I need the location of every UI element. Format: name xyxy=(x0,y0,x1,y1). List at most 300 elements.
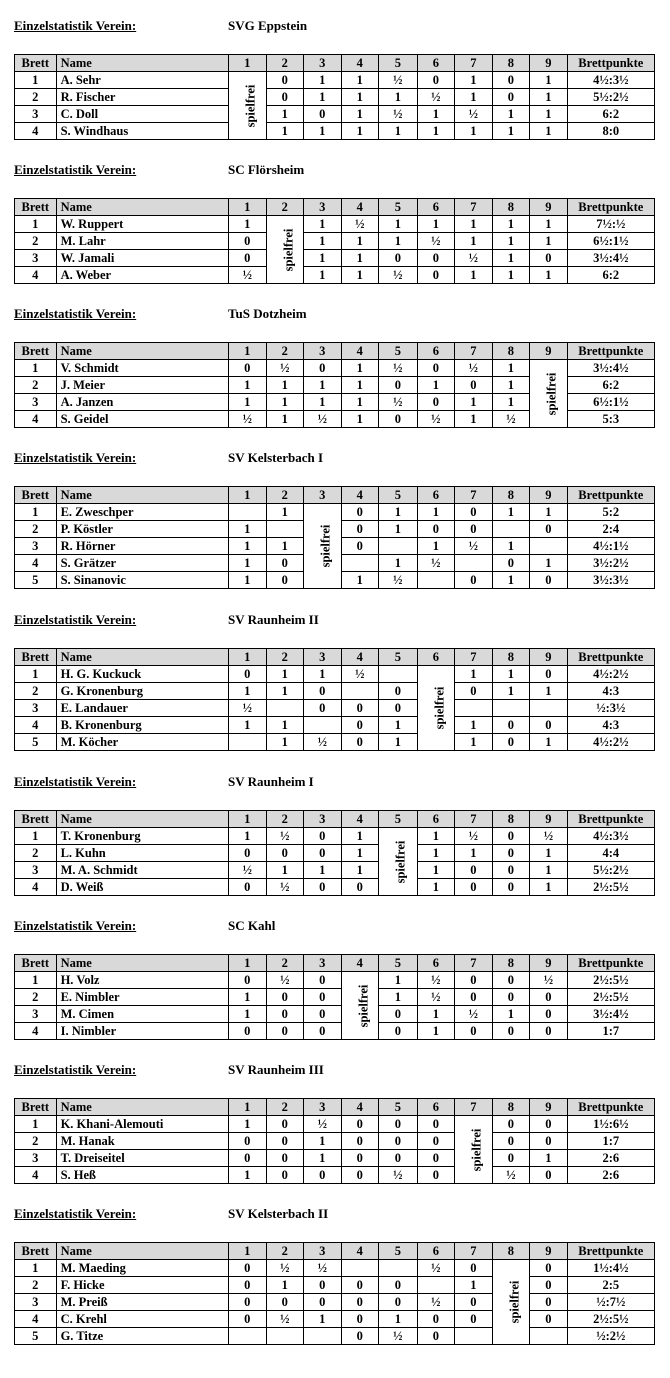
table-header-row xyxy=(15,649,655,666)
result-cell: 1 xyxy=(530,504,568,521)
result-cell: 1 xyxy=(455,123,493,140)
column-header: Brett xyxy=(15,343,57,360)
player-name: T. Kronenburg xyxy=(56,828,228,845)
result-cell: ½ xyxy=(266,879,304,896)
result-cell: 1 xyxy=(304,216,342,233)
result-cell: 1 xyxy=(341,72,379,89)
result-cell: 1 xyxy=(379,233,418,250)
result-cell: 0 xyxy=(341,504,379,521)
team-section xyxy=(14,162,655,282)
board-number: 1 xyxy=(15,360,57,377)
result-cell: 0 xyxy=(229,972,267,989)
result-cell: 1 xyxy=(379,734,418,751)
result-cell: ½ xyxy=(304,1260,342,1277)
column-header: Brett xyxy=(15,811,57,828)
result-cell: 0 xyxy=(266,555,304,572)
player-name: J. Meier xyxy=(56,377,228,394)
bye-cell xyxy=(304,504,342,589)
player-name: M. Cimen xyxy=(56,1006,228,1023)
table-header-row xyxy=(15,1099,655,1116)
result-cell: 1 xyxy=(229,377,267,394)
result-cell: 1 xyxy=(229,572,267,589)
result-cell: 0 xyxy=(492,845,530,862)
board-points: 4:3 xyxy=(567,717,654,734)
result-cell: 0 xyxy=(341,1294,379,1311)
result-cell: 0 xyxy=(492,1150,530,1167)
board-number: 2 xyxy=(15,683,57,700)
column-header: 4 xyxy=(341,1099,379,1116)
heading-label: Einzelstatistik Verein: xyxy=(14,774,137,789)
column-header: 1 xyxy=(229,487,267,504)
result-cell: 1 xyxy=(492,123,530,140)
result-cell: 1 xyxy=(266,106,304,123)
result-cell: 0 xyxy=(455,377,493,394)
result-cell: 0 xyxy=(266,989,304,1006)
board-number: 3 xyxy=(15,250,57,267)
column-header: 8 xyxy=(492,1243,530,1260)
result-cell: 0 xyxy=(379,250,418,267)
result-cell: 1 xyxy=(530,89,568,106)
board-points: 4½:3½ xyxy=(567,72,654,89)
result-cell: 0 xyxy=(266,572,304,589)
result-cell: 1 xyxy=(417,845,455,862)
player-name: T. Dreiseitel xyxy=(56,1150,228,1167)
team-table xyxy=(14,1098,655,1184)
board-points: 4½:2½ xyxy=(567,666,654,683)
result-cell: 0 xyxy=(304,360,342,377)
player-name: S. Sinanovic xyxy=(56,572,228,589)
result-cell: 1 xyxy=(379,504,418,521)
team-table xyxy=(14,486,655,589)
result-cell: 1 xyxy=(379,521,418,538)
board-number: 1 xyxy=(15,828,57,845)
column-header: 9 xyxy=(530,199,568,216)
table-row xyxy=(15,504,655,521)
column-header: Name xyxy=(56,1243,228,1260)
player-name: K. Khani-Alemouti xyxy=(56,1116,228,1133)
result-cell: 0 xyxy=(379,1150,418,1167)
result-cell: ½ xyxy=(492,411,530,428)
result-cell: 0 xyxy=(341,538,379,555)
result-cell xyxy=(530,538,568,555)
board-points: 4½:2½ xyxy=(567,734,654,751)
column-header: Name xyxy=(56,1099,228,1116)
column-header: 2 xyxy=(266,1243,304,1260)
result-cell: 1 xyxy=(341,267,379,284)
result-cell: 0 xyxy=(229,1260,267,1277)
result-cell: 0 xyxy=(379,1294,418,1311)
board-points: 8:0 xyxy=(567,123,654,140)
club-name: TuS Dotzheim xyxy=(228,306,307,321)
result-cell: ½ xyxy=(417,1294,455,1311)
result-cell: 0 xyxy=(266,845,304,862)
column-header: 2 xyxy=(266,811,304,828)
result-cell: 0 xyxy=(530,250,568,267)
result-cell: ½ xyxy=(266,972,304,989)
table-row xyxy=(15,734,655,751)
board-number: 3 xyxy=(15,538,57,555)
player-name: H. G. Kuckuck xyxy=(56,666,228,683)
column-header: 7 xyxy=(455,55,493,72)
result-cell: 1 xyxy=(379,717,418,734)
player-name: S. Grätzer xyxy=(56,555,228,572)
result-cell: 0 xyxy=(379,700,418,717)
result-cell: ½ xyxy=(229,700,267,717)
result-cell: 1 xyxy=(304,250,342,267)
table-row xyxy=(15,700,655,717)
team-section xyxy=(14,18,655,138)
result-cell: ½ xyxy=(229,267,267,284)
result-cell: 1 xyxy=(341,360,379,377)
column-header: 4 xyxy=(341,487,379,504)
column-header: 5 xyxy=(379,199,418,216)
column-header: 3 xyxy=(304,55,342,72)
column-header: 2 xyxy=(266,1099,304,1116)
column-header: Brett xyxy=(15,55,57,72)
result-cell: 1 xyxy=(417,504,455,521)
result-cell: 1 xyxy=(455,233,493,250)
board-number: 4 xyxy=(15,717,57,734)
result-cell: 1 xyxy=(455,845,493,862)
board-number: 4 xyxy=(15,879,57,896)
result-cell: ½ xyxy=(455,828,493,845)
player-name: S. Geidel xyxy=(56,411,228,428)
result-cell: 0 xyxy=(229,250,267,267)
player-name: B. Kronenburg xyxy=(56,717,228,734)
result-cell: 1 xyxy=(379,989,418,1006)
result-cell: 0 xyxy=(266,1294,304,1311)
column-header: 5 xyxy=(379,343,418,360)
result-cell xyxy=(379,538,418,555)
result-cell: 0 xyxy=(304,700,342,717)
column-header: Name xyxy=(56,199,228,216)
heading-label: Einzelstatistik Verein: xyxy=(14,918,137,933)
result-cell: 1 xyxy=(341,845,379,862)
team-section xyxy=(14,612,655,749)
result-cell: 1 xyxy=(455,394,493,411)
result-cell: 0 xyxy=(530,1116,568,1133)
column-header: 8 xyxy=(492,649,530,666)
result-cell: ½ xyxy=(379,106,418,123)
result-cell: 0 xyxy=(455,1260,493,1277)
result-cell xyxy=(455,700,493,717)
bye-label: spielfrei xyxy=(507,1280,522,1324)
board-points: 2:4 xyxy=(567,521,654,538)
column-header: Brett xyxy=(15,955,57,972)
player-name: E. Nimbler xyxy=(56,989,228,1006)
result-cell: 0 xyxy=(530,1277,568,1294)
column-header: 7 xyxy=(455,955,493,972)
result-cell: 1 xyxy=(492,106,530,123)
result-cell: 0 xyxy=(417,1150,455,1167)
table-row xyxy=(15,1277,655,1294)
board-points: 3½:4½ xyxy=(567,1006,654,1023)
team-heading xyxy=(14,774,655,790)
club-name: SVG Eppstein xyxy=(228,18,308,33)
column-header: 9 xyxy=(530,1099,568,1116)
table-header-row xyxy=(15,487,655,504)
result-cell: ½ xyxy=(455,360,493,377)
result-cell: 0 xyxy=(266,89,304,106)
result-cell: 0 xyxy=(530,1260,568,1277)
club-name: SV Raunheim II xyxy=(228,612,319,627)
result-cell: 0 xyxy=(455,989,493,1006)
result-cell: 1 xyxy=(417,123,455,140)
player-name: V. Schmidt xyxy=(56,360,228,377)
column-header: 8 xyxy=(492,955,530,972)
result-cell: 0 xyxy=(455,879,493,896)
column-header: 3 xyxy=(304,487,342,504)
result-cell: 1 xyxy=(379,555,418,572)
result-cell: 0 xyxy=(379,1023,418,1040)
result-cell: ½ xyxy=(455,250,493,267)
column-header: 3 xyxy=(304,811,342,828)
result-cell: 1 xyxy=(341,377,379,394)
bye-label: spielfrei xyxy=(243,84,258,127)
board-number: 3 xyxy=(15,394,57,411)
player-name: G. Kronenburg xyxy=(56,683,228,700)
board-points: 1:7 xyxy=(567,1023,654,1040)
result-cell: 1 xyxy=(530,845,568,862)
board-points: 2½:5½ xyxy=(567,972,654,989)
result-cell: 0 xyxy=(341,879,379,896)
column-header: 2 xyxy=(266,487,304,504)
result-cell: 1 xyxy=(455,1277,493,1294)
result-cell: 0 xyxy=(304,1277,342,1294)
player-name: S. Heß xyxy=(56,1167,228,1184)
team-table xyxy=(14,198,655,284)
result-cell: 0 xyxy=(266,1133,304,1150)
result-cell: 1 xyxy=(266,1277,304,1294)
result-cell: 0 xyxy=(417,521,455,538)
result-cell: ½ xyxy=(417,972,455,989)
result-cell: 1 xyxy=(304,666,342,683)
table-row xyxy=(15,360,655,377)
board-number: 1 xyxy=(15,666,57,683)
result-cell: ½ xyxy=(417,555,455,572)
board-points: ½:3½ xyxy=(567,700,654,717)
table-header-row xyxy=(15,199,655,216)
column-header: 1 xyxy=(229,1099,267,1116)
column-header: 9 xyxy=(530,343,568,360)
column-header: Brettpunkte xyxy=(567,811,654,828)
column-header: 8 xyxy=(492,199,530,216)
board-points: 6:2 xyxy=(567,267,654,284)
result-cell xyxy=(341,555,379,572)
team-heading xyxy=(14,1062,655,1078)
club-name: SV Kelsterbach I xyxy=(228,450,324,465)
result-cell: 0 xyxy=(341,1133,379,1150)
column-header: 6 xyxy=(417,1243,455,1260)
team-heading xyxy=(14,450,655,466)
player-name: R. Hörner xyxy=(56,538,228,555)
player-name: M. Köcher xyxy=(56,734,228,751)
board-number: 5 xyxy=(15,734,57,751)
result-cell: 0 xyxy=(417,1116,455,1133)
team-heading xyxy=(14,918,655,934)
result-cell: 0 xyxy=(455,521,493,538)
table-header-row xyxy=(15,343,655,360)
column-header: 1 xyxy=(229,955,267,972)
table-row xyxy=(15,1167,655,1184)
table-row xyxy=(15,717,655,734)
column-header: Brett xyxy=(15,649,57,666)
team-heading xyxy=(14,612,655,628)
column-header: 6 xyxy=(417,649,455,666)
result-cell: 0 xyxy=(417,394,455,411)
column-header: 5 xyxy=(379,487,418,504)
column-header: Name xyxy=(56,343,228,360)
result-cell: 0 xyxy=(341,1116,379,1133)
result-cell: 1 xyxy=(379,216,418,233)
result-cell: 1 xyxy=(304,233,342,250)
table-row xyxy=(15,1116,655,1133)
bye-cell xyxy=(379,828,418,896)
board-number: 5 xyxy=(15,1328,57,1345)
result-cell xyxy=(266,521,304,538)
table-row xyxy=(15,1311,655,1328)
result-cell: 0 xyxy=(492,89,530,106)
player-name: M. Hanak xyxy=(56,1133,228,1150)
bye-cell xyxy=(266,216,304,284)
result-cell: 0 xyxy=(455,1023,493,1040)
result-cell: 1 xyxy=(304,89,342,106)
result-cell: 0 xyxy=(229,879,267,896)
result-cell: 1 xyxy=(492,250,530,267)
result-cell: 0 xyxy=(266,1150,304,1167)
result-cell: 0 xyxy=(379,377,418,394)
result-cell: 0 xyxy=(229,1133,267,1150)
team-section xyxy=(14,450,655,587)
result-cell xyxy=(455,555,493,572)
bye-cell xyxy=(492,1260,530,1345)
result-cell: 0 xyxy=(492,972,530,989)
result-cell xyxy=(229,504,267,521)
result-cell: ½ xyxy=(530,828,568,845)
result-cell: 1 xyxy=(341,233,379,250)
column-header: 4 xyxy=(341,649,379,666)
player-name: R. Fischer xyxy=(56,89,228,106)
team-section xyxy=(14,1206,655,1343)
bye-cell xyxy=(417,666,455,751)
result-cell xyxy=(417,1277,455,1294)
board-points: 3½:4½ xyxy=(567,250,654,267)
column-header: 7 xyxy=(455,199,493,216)
table-row xyxy=(15,72,655,89)
board-number: 2 xyxy=(15,377,57,394)
board-points: 7½:½ xyxy=(567,216,654,233)
board-points: 1½:4½ xyxy=(567,1260,654,1277)
result-cell: 0 xyxy=(530,717,568,734)
column-header: Brett xyxy=(15,199,57,216)
heading-label: Einzelstatistik Verein: xyxy=(14,612,137,627)
board-number: 1 xyxy=(15,72,57,89)
result-cell: 1 xyxy=(379,1311,418,1328)
team-section xyxy=(14,918,655,1038)
player-name: S. Windhaus xyxy=(56,123,228,140)
board-points: 1:7 xyxy=(567,1133,654,1150)
board-number: 5 xyxy=(15,572,57,589)
board-number: 1 xyxy=(15,972,57,989)
heading-label: Einzelstatistik Verein: xyxy=(14,18,137,33)
result-cell: 1 xyxy=(492,538,530,555)
result-cell: 0 xyxy=(455,972,493,989)
board-number: 4 xyxy=(15,1023,57,1040)
board-points: 6:2 xyxy=(567,377,654,394)
result-cell: 1 xyxy=(455,89,493,106)
table-row xyxy=(15,1328,655,1345)
result-cell: 0 xyxy=(492,555,530,572)
board-points: 4:4 xyxy=(567,845,654,862)
table-row xyxy=(15,89,655,106)
bye-label: spielfrei xyxy=(432,686,447,730)
result-cell: 1 xyxy=(341,89,379,106)
bye-label: spielfrei xyxy=(469,1128,484,1171)
result-cell: 1 xyxy=(492,572,530,589)
board-points: 5:2 xyxy=(567,504,654,521)
column-header: Name xyxy=(56,487,228,504)
column-header: 1 xyxy=(229,199,267,216)
result-cell: 0 xyxy=(492,734,530,751)
player-name: L. Kuhn xyxy=(56,845,228,862)
player-name: M. A. Schmidt xyxy=(56,862,228,879)
result-cell: 1 xyxy=(304,123,342,140)
result-cell: 0 xyxy=(379,411,418,428)
result-cell: ½ xyxy=(266,360,304,377)
club-name: SV Raunheim III xyxy=(228,1062,324,1077)
result-cell: 1 xyxy=(229,989,267,1006)
result-cell: 1 xyxy=(266,123,304,140)
bye-label: spielfrei xyxy=(393,840,408,883)
result-cell: ½ xyxy=(379,1328,418,1345)
column-header: Brettpunkte xyxy=(567,1243,654,1260)
result-cell: 1 xyxy=(530,1150,568,1167)
result-cell: 1 xyxy=(229,521,267,538)
result-cell: 1 xyxy=(455,216,493,233)
result-cell xyxy=(266,700,304,717)
column-header: 5 xyxy=(379,1243,418,1260)
club-name: SC Kahl xyxy=(228,918,276,933)
result-cell: 1 xyxy=(229,683,267,700)
result-cell: 1 xyxy=(229,216,267,233)
result-cell: ½ xyxy=(455,106,493,123)
result-cell: 1 xyxy=(229,1167,267,1184)
column-header: 3 xyxy=(304,343,342,360)
result-cell: 0 xyxy=(492,1133,530,1150)
result-cell: ½ xyxy=(417,989,455,1006)
result-cell: 0 xyxy=(229,1277,267,1294)
column-header: 1 xyxy=(229,649,267,666)
board-number: 4 xyxy=(15,267,57,284)
board-points: 4:3 xyxy=(567,683,654,700)
column-header: Brett xyxy=(15,1243,57,1260)
result-cell: 0 xyxy=(341,717,379,734)
player-name: A. Sehr xyxy=(56,72,228,89)
board-points: 2:5 xyxy=(567,1277,654,1294)
table-row xyxy=(15,1294,655,1311)
column-header: Brettpunkte xyxy=(567,487,654,504)
result-cell: 1 xyxy=(455,734,493,751)
result-cell: 1 xyxy=(530,216,568,233)
board-number: 3 xyxy=(15,1150,57,1167)
column-header: Brettpunkte xyxy=(567,55,654,72)
result-cell: 1 xyxy=(492,216,530,233)
bye-cell xyxy=(229,72,267,140)
result-cell: 0 xyxy=(417,72,455,89)
board-number: 2 xyxy=(15,1277,57,1294)
result-cell: 0 xyxy=(492,72,530,89)
column-header: 6 xyxy=(417,955,455,972)
